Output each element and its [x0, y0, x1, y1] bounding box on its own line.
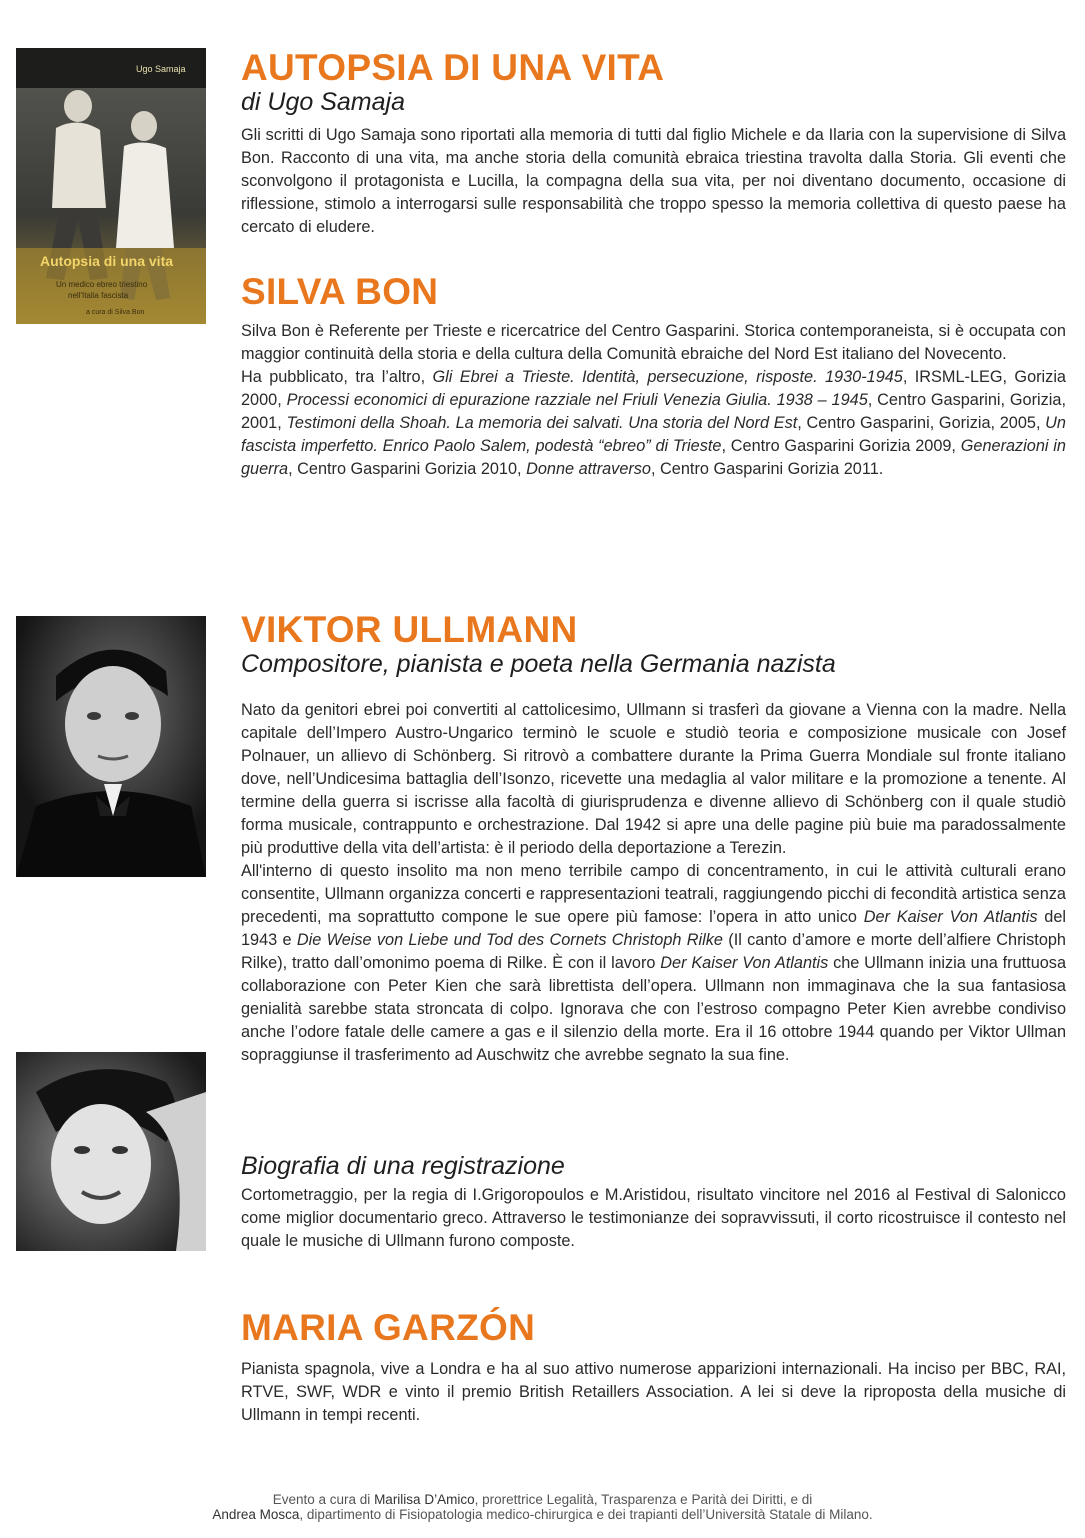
garzon-title: MARIA GARZÓN [241, 1307, 536, 1348]
silva-title: SILVA BON [241, 271, 439, 312]
autopsia-subtitle: di Ugo Samaja [241, 88, 405, 116]
ullmann-work-1: Der Kaiser Von Atlantis [863, 908, 1038, 926]
biografia-subtitle: Biografia di una registrazione [241, 1152, 565, 1180]
biografia-body: Cortometraggio, per la regia di I.Grigoropoulos e M.Aristidou, risultato vincitore nel 2016 al Festival di Salonicco come miglior documentario greco. Attraverso le testimonianze dei sopravvissuti, il corto ricostruisce il contesto nel quale le musiche di Ullmann furono composte. [241, 1186, 1066, 1250]
ullmann-work-3: Der Kaiser Von Atlantis [660, 954, 829, 972]
book-cover-image [16, 48, 206, 324]
ullmann-p2-b: del 1943 e [241, 908, 1066, 949]
ullmann-paragraph-2 [241, 860, 1066, 1067]
section-ullmann [241, 610, 1066, 1067]
silva-publications [241, 366, 1066, 481]
pub-6-title: Donne attraverso [526, 460, 651, 478]
ullmann-p2-c: (Il canto d’amore e morte dell’alfiere Christoph Rilke), tratto dall’omonimo poema di Rilke. È con il lavoro [241, 931, 1066, 972]
cover-subtitle-2: nell'Italia fascista [68, 291, 129, 300]
silva-body-1: Silva Bon è Referente per Trieste e ricercatrice del Centro Gasparini. Storica contemporaneista, si è occupata con maggior continuità della storia e della cultura della Comunità ebraiche del Nord Est italiano del Novecento. [241, 322, 1066, 363]
ullmann-portrait-image [16, 616, 206, 877]
ullmann-title: VIKTOR ULLMANN [241, 609, 578, 650]
autopsia-title: AUTOPSIA DI UNA VITA [241, 47, 665, 88]
ullmann-p2-d: che Ullmann inizia una fruttuosa collaborazione con Peter Kien che sarà librettista dell’opera. Ullmann non immaginava che la sua fantasiosa genialità sarebbe stata stroncata di colpo. Ignorava che con l’estroso compagno Peter Kien avrebbe condiviso anche l’odore fatale delle camere a gas e il silenzio della morte. Era il 16 ottobre 1944 quando per Viktor Ullman sopraggiunse il trasferimento ad Auschwitz che avrebbe segnato la sua fine. [241, 954, 1066, 1064]
garzon-body: Pianista spagnola, vive a Londra e ha al suo attivo numerose apparizioni internazionali. Ha inciso per BBC, RAI, RTVE, SWF, WDR e vinto il premio British Retaillers Association. A lei si deve la riproposta della musiche di Ullmann in tempi recenti. [241, 1360, 1066, 1424]
pub-3-rest: , Centro Gasparini, Gorizia, 2005, [797, 414, 1046, 432]
autopsia-body: Gli scritti di Ugo Samaja sono riportati alla memoria di tutti dal figlio Michele e da Ilaria con la supervisione di Silva Bon. Racconto di una vita, ma anche storia della comunità ebraica triestina travolta dalla Storia. Gli eventi che sconvolgono il protagonista e Lucilla, la compagna della sua vita, per noi diventano documento, occasione di riflessione, stimolo a interrogarsi sulle responsabilità che troppo spesso la memoria collettiva di questo paese ha cercato di eludere. [241, 126, 1066, 236]
footer-curator-1: Marilisa D’Amico [374, 1492, 475, 1507]
pub-3-title: Testimoni della Shoah. La memoria dei salvati. Una storia del Nord Est [286, 414, 798, 432]
pub-2-rest: , Centro Gasparini, Gorizia, 2001, [241, 391, 1066, 432]
cover-subtitle-1: Un medico ebreo triestino [56, 280, 148, 289]
section-autopsia [241, 48, 1066, 239]
ullmann-work-2: Die Weise von Liebe und Tod des Cornets Christoph Rilke [296, 931, 723, 949]
footer-line-1 [0, 1492, 1085, 1507]
pub-1-title: Gli Ebrei a Trieste. Identità, persecuzione, risposte. 1930-1945 [432, 368, 903, 386]
ullmann-photo [16, 616, 206, 877]
footer-l1-b: , prorettrice Legalità, Trasparenza e Parità dei Diritti, e di [474, 1492, 813, 1507]
footer-line-2 [0, 1507, 1085, 1522]
pub-1-rest: , IRSML-LEG, Gorizia 2000, [241, 368, 1066, 409]
pub-5-title: Generazioni in guerra [241, 437, 1066, 478]
pub-5-rest: , Centro Gasparini Gorizia 2010, [288, 460, 527, 478]
section-biografia [241, 1152, 1066, 1253]
ullmann-paragraph-1: Nato da genitori ebrei poi convertiti al cattolicesimo, Ullmann si trasferì da giovane a Vienna con la madre. Nella capitale dell’Impero Austro-Ungarico terminò le scuole e studiò teoria e composizione musicale con Josef Polnauer, un allievo di Schönberg. Si ritrovò a combattere durante la Prima Guerra Mondiale sul fronte italiano dove, nell’Undicesima battaglia dell’Isonzo, ricevette una medaglia al valor militare e la promozione a tenente. Al termine della guerra si iscrisse alla facoltà di giurisprudenza e divenne allievo di Schönberg con il quale studiò forma musicale, contrappunto e orchestrazione. Dal 1942 si apre una delle pagine più buie ma paradossalmente più produttive della vita dell’artista: è il periodo della deportazione a Terezin. [241, 701, 1066, 857]
ullmann-p2-a: All'interno di questo insolito ma non meno terribile campo di concentramento, in cui le attività culturali erano consentite, Ullmann organizza concerti e rappresentazioni teatrali, raggiungendo picchi di fecondità artistica senza precedenti, ma soprattutto compone le sue opere più famose: l’opera in atto unico [241, 862, 1066, 926]
garzon-photo [16, 1052, 206, 1251]
pub-intro: Ha pubblicato, tra l’altro, [241, 368, 433, 386]
pub-4-title: Un fascista imperfetto. Enrico Paolo Salem, podestà “ebreo” di Trieste [241, 414, 1066, 455]
footer-l2-b: , dipartimento di Fisiopatologia medico-chirurgica e dei trapianti dell’Università Statale di Milano. [299, 1507, 873, 1522]
section-silva-bon [241, 272, 1066, 481]
cover-editor: a cura di Silva Bon [86, 309, 145, 316]
cover-title: Autopsia di una vita [40, 253, 174, 269]
footer-l1-a: Evento a cura di [272, 1492, 375, 1507]
pub-4-rest: , Centro Gasparini Gorizia 2009, [721, 437, 961, 455]
section-garzon [241, 1308, 1066, 1427]
cover-author: Ugo Samaja [136, 64, 186, 74]
footer-credits [0, 1492, 1085, 1522]
footer-curator-2: Andrea Mosca [212, 1507, 300, 1522]
ullmann-subtitle: Compositore, pianista e poeta nella Germania nazista [241, 650, 836, 678]
pub-2-title: Processi economici di epurazione razziale nel Friuli Venezia Giulia. 1938 – 1945 [286, 391, 868, 409]
garzon-portrait-image [16, 1052, 206, 1251]
pub-6-rest: , Centro Gasparini Gorizia 2011. [651, 460, 884, 478]
